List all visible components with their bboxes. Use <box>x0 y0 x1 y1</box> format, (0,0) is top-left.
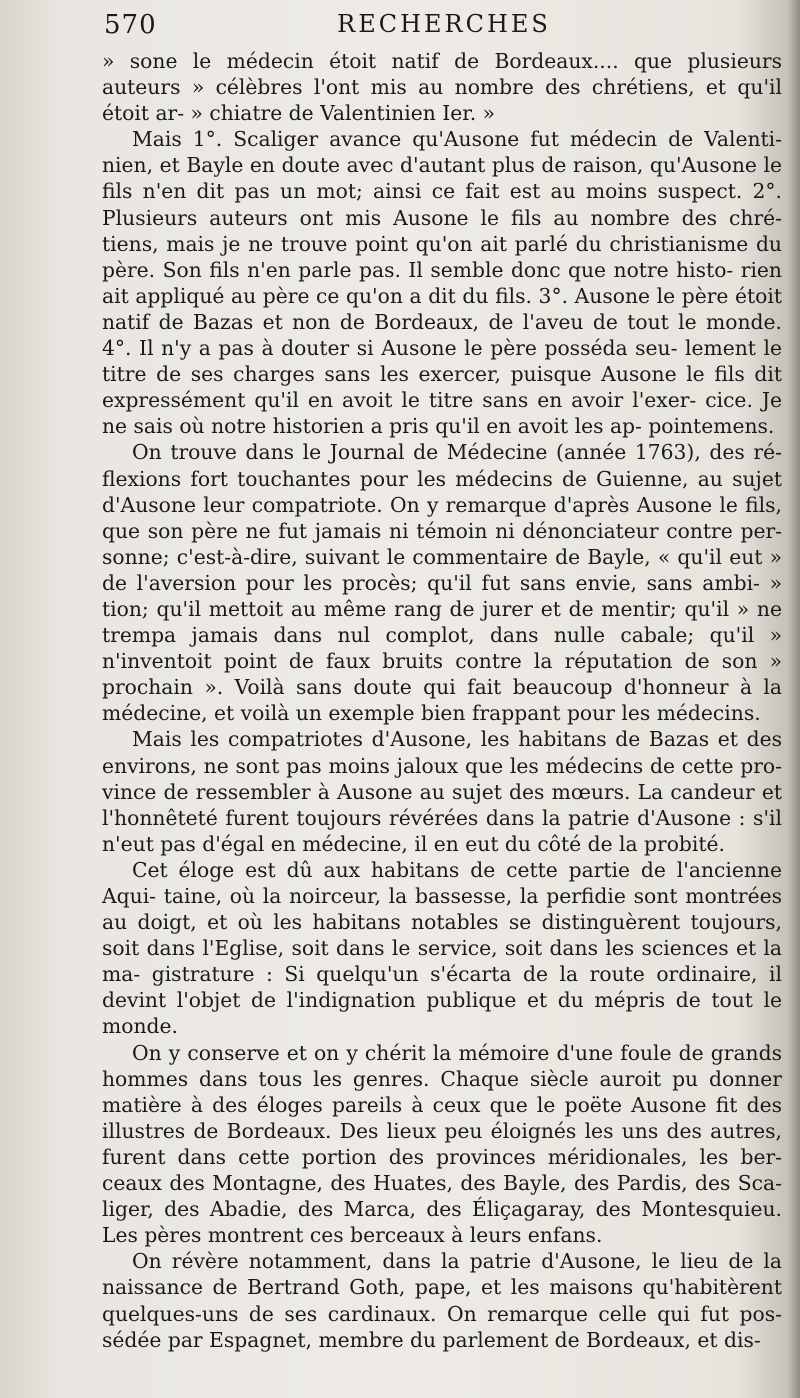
page-header <box>104 6 784 42</box>
paragraph-compatriotes: Mais les compatriotes d'Ausone, les habitans de Bazas et des environs, ne sont pas moins jaloux que les médecins de cette pro- vince de ressembler à Ausone au sujet des mœurs. La candeur et l'honnêteté furent toujours révérées dans la patrie d'Ausone : s'il n'eut pas d'égal en médecine, il en eut du côté de la probité. <box>102 727 782 856</box>
page-edge-shadow <box>788 0 800 1398</box>
body-text <box>102 48 782 1353</box>
page-number: 570 <box>104 10 157 40</box>
paragraph-grands-hommes: On y conserve et on y chérit la mémoire d'une foule de grands hommes dans tous les genres. Chaque siècle auroit pu donner matière à des éloges pareils à ceux que le poëte Ausone fit des illustres de Bordeaux. Des lieux peu éloignés les uns des autres, furent dans cette portion des provinces méridionales, les ber- ceaux des Montagne, des Huates, des Bayle, des Pardis, des Sca- liger, des Abadie, des Marca, des Éliçagaray, des Montesquieu. Les pères montrent ces berceaux à leurs enfans. <box>102 1040 782 1248</box>
paragraph-bertrand-goth: On révère notamment, dans la patrie d'Ausone, le lieu de la naissance de Bertrand Goth, pape, et les maisons qu'habitèrent quelques-uns de ses cardinaux. On remarque celle qui fut pos- sédée par Espagnet, membre du parlement de Bordeaux, et dis- <box>102 1249 782 1352</box>
paragraph-eloge: Cet éloge est dû aux habitans de cette partie de l'ancienne Aqui- taine, où la noirceur, la bassesse, la perfidie sont montrées au doigt, et où les habitans notables se distinguèrent toujours, soit dans l'Eglise, soit dans le service, soit dans les sciences et la ma- gistrature : Si quelqu'un s'écarta de la route ordinaire, il devint l'objet de l'indignation publique et du mépris de tout le monde. <box>102 857 782 1039</box>
running-head: RECHERCHES <box>337 10 551 38</box>
paragraph-journal-medecine: On trouve dans le Journal de Médecine (année 1763), des ré- flexions fort touchantes pour les médecins de Guienne, au sujet d'Ausone leur compatriote. On y remarque d'après Ausone le fils, que son père ne fut jamais ni témoin ni dénonciateur contre per- sonne; c'est-à-dire, suivant le commentaire de Bayle, « qu'il eut » de l'aversion pour les procès; qu'il fut sans envie, sans ambi- » tion; qu'il mettoit au même rang de jurer et de mentir; qu'il » ne trempa jamais dans nul complot, dans nulle cabale; qu'il » n'inventoit point de faux bruits contre la réputation de son » prochain ». Voilà sans doute qui fait beaucoup d'honneur à la médecine, et voilà un exemple bien frappant pour les médecins. <box>102 440 782 726</box>
paragraph-objections: Mais 1°. Scaliger avance qu'Ausone fut médecin de Valenti- nien, et Bayle en doute avec d'autant plus de raison, qu'Ausone le fils n'en dit pas un mot; ainsi ce fait est au moins suspect. 2°. Plusieurs auteurs ont mis Ausone le fils au nombre des chré- tiens, mais je ne trouve point qu'on ait parlé du christianisme du père. Son fils n'en parle pas. Il semble donc que notre histo- rien ait appliqué au père ce qu'on a dit du fils. 3°. Ausone le père étoit natif de Bazas et non de Bordeaux, de l'aveu de tout le monde. 4°. Il n'y a pas à douter si Ausone le père posséda seu- lement le titre de ses charges sans les exercer, puisque Ausone le fils dit expressément qu'il en avoit le titre sans en avoir l'exer- cice. Je ne sais où notre historien a pris qu'il en avoit les ap- pointemens. <box>102 127 782 439</box>
paragraph-quote-continuation: » sone le médecin étoit natif de Bordeaux.... que plusieurs auteurs » célèbres l'ont mis au nombre des chrétiens, et qu'il étoit ar- » chiatre de Valentinien Ier. » <box>102 49 782 126</box>
